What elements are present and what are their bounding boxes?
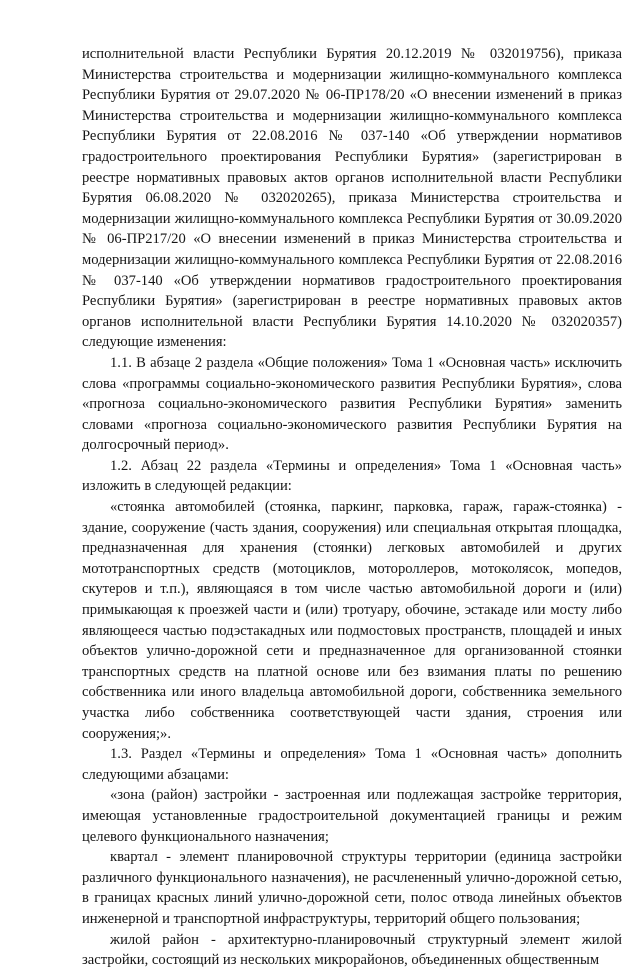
- paragraph-intro: исполнительной власти Республики Бурятия 20.12.2019 № 032019756), приказа Министерства строительства и модернизации жилищно-коммунального комплекса Республики Бурятия от 29.07.2020 № 06-ПР178/20 «О внесении изменений в приказ Министерства строительства и модернизации жилищно-коммунального комплекса Республики Бурятия от 22.08.2016 № 037-140 «Об утверждении нормативов градостроительного проектирования Республики Бурятия» (зарегистрирован в реестре нормативных правовых актов органов исполнительной власти Республики Бурятия 06.08.2020 № 032020265), приказа Министерства строительства и модернизации жилищно-коммунального комплекса Республики Бурятия от 30.09.2020 № 06-ПР217/20 «О внесении изменений в приказ Министерства строительства и модернизации жилищно-коммунального комплекса Республики Бурятия от 22.08.2016 № 037-140 «Об утверждении нормативов градостроительного проектирования Республики Бурятия» (зарегистрирован в реестре нормативных правовых актов органов исполнительной власти Республики Бурятия 14.10.2020 № 032020357) следующие изменения:: [82, 46, 622, 351]
- paragraph-item-1-1: 1.1. В абзаце 2 раздела «Общие положения» Тома 1 «Основная часть» исключить слова «программы социально-экономического развития Республики Бурятия», слова «прогноза социально-экономического развития Республики Бурятия» заменить словами «прогноза социально-экономического развития Республики Бурятия на долгосрочный период».: [82, 354, 622, 454]
- paragraph-definition-residential-district: жилой район - архитектурно-планировочный структурный элемент жилой застройки, состоящий из нескольких микрорайонов, объединенных общественным: [82, 931, 622, 969]
- document-body: [82, 44, 622, 971]
- paragraph-definition-parking: «стоянка автомобилей (стоянка, паркинг, парковка, гараж, гараж-стоянка) - здание, сооружение (часть здания, сооружения) или специальная открытая площадка, предназначенная для хранения (стоянки) легковых автомобилей и других мототранспортных средств (мотоциклов, мотороллеров, мотоколясок, мопедов, скутеров и т.п.), являющаяся в том числе частью автомобильной дороги и (или) примыкающая к проезжей части и (или) тротуару, обочине, эстакаде или мосту либо являющееся частью подэстакадных или подмостовых пространств, площадей и иных объектов улично-дорожной сети и предназначенное для организованной стоянки транспортных средств на платной основе или без взимания платы по решению собственника или иного владельца автомобильной дороги, собственника земельного участка либо собственника соответствующей части здания, строения или сооружения;».: [82, 499, 622, 742]
- paragraph-definition-zone: «зона (район) застройки - застроенная или подлежащая застройке территория, имеющая установленные градостроительной документацией границы и режим целевого функционального назначения;: [82, 787, 622, 845]
- paragraph-definition-quarter: квартал - элемент планировочной структуры территории (единица застройки различного функционального назначения), не расчлененный улично-дорожной сетью, в границах красных линий улично-дорожной сети, полос отвода линейных объектов инженерной и транспортной инфраструктуры, территорий общего пользования;: [82, 849, 622, 927]
- paragraph-item-1-3: 1.3. Раздел «Термины и определения» Тома 1 «Основная часть» дополнить следующими абзацами:: [82, 746, 622, 783]
- paragraph-item-1-2: 1.2. Абзац 22 раздела «Термины и определения» Тома 1 «Основная часть» изложить в следующей редакции:: [82, 457, 622, 495]
